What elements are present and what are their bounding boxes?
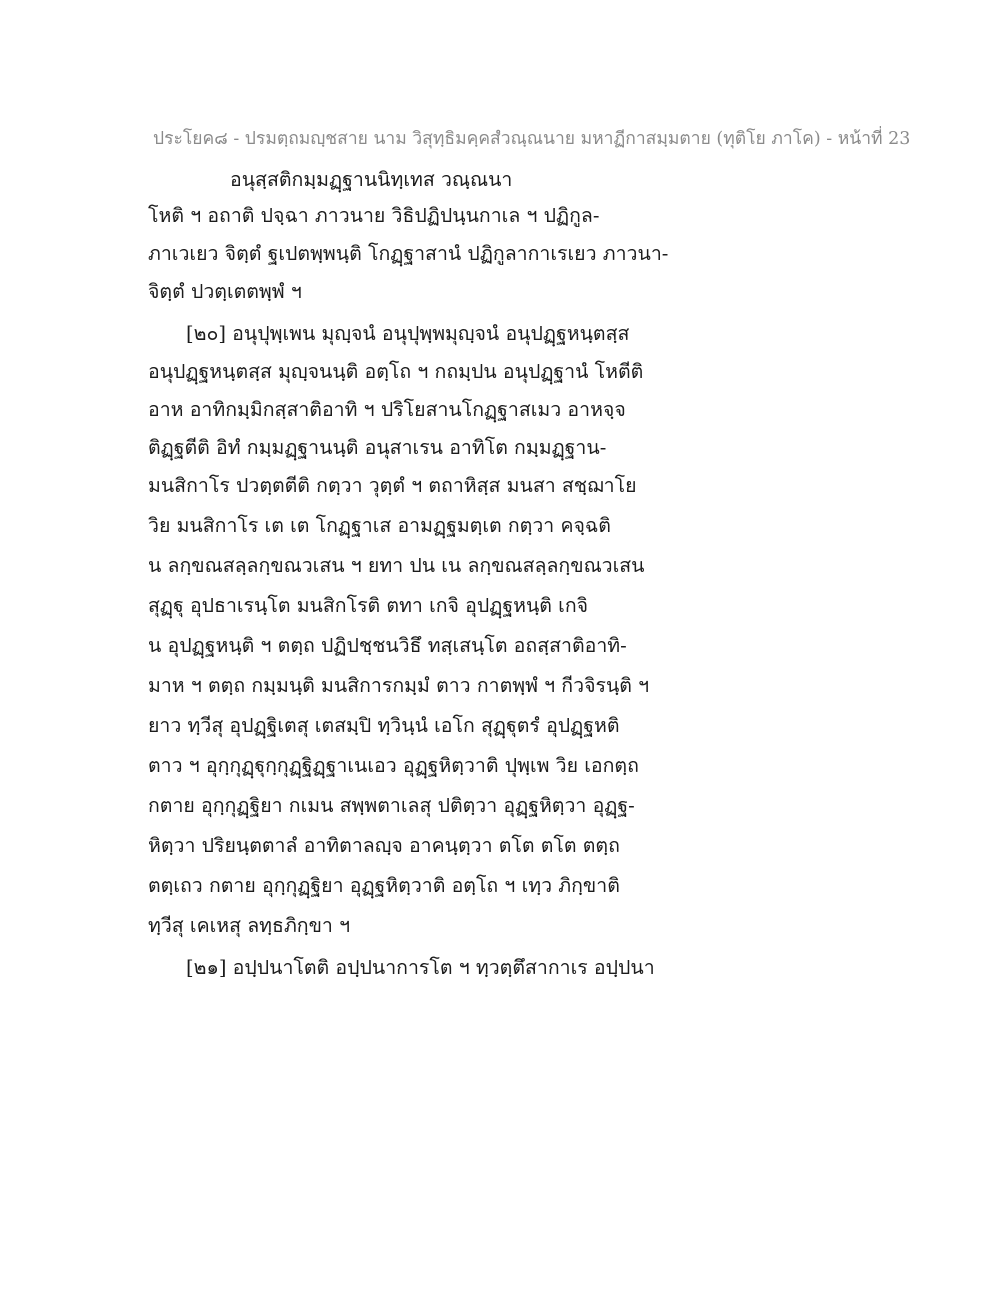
text-line: มาห ฯ ตตฺถ กมฺมนฺติ มนสิการกมฺมํ ตาว กาตพฺพํ ฯ กีวจิรนฺติ ฯ [148, 674, 650, 697]
text-line: สุฏฺฐุ อุปธาเรนฺโต มนสิกโรติ ตทา เกจิ อุปฏฺฐหนฺติ เกจิ [148, 594, 589, 617]
text-line: หิตฺวา ปริยนฺตตาลํ อาทิตาลญฺจ อาคนฺตฺวา ตโต ตโต ตตฺถ [148, 834, 620, 857]
text-line: มนสิกาโร ปวตฺตตีติ กตฺวา วุตฺตํ ฯ ตถาหิสฺส มนสา สชฺฌาโย [148, 474, 637, 497]
text-line: จิตฺตํ ปวตฺเตตพฺพํ ฯ [148, 280, 302, 303]
text-line: โหติ ฯ อถาติ ปจฺฉา ภาวนาย วิธิปฏิปนฺนกาเล ฯ ปฏิกูล- [148, 204, 600, 227]
text-line: ตตฺเถว กตาย อุกฺกุฏฺฐิยา อุฏฺฐหิตฺวาติ อตฺโถ ฯ เทฺว ภิกฺขาติ [148, 874, 620, 897]
text-line: ตาว ฯ อุกฺกุฏฺฐุกฺกุฏฺฐิฏฺฐาเนเอว อุฏฺฐหิตฺวาติ ปุพฺเพ วิย เอกตฺถ [148, 754, 639, 777]
text-line: น ลกฺขณสลฺลกฺขณวเสน ฯ ยทา ปน เน ลกฺขณสลฺลกฺขณวเสน [148, 554, 645, 577]
text-line: อนุปฏฺฐหนฺตสฺส มุญฺจนนฺติ อตฺโถ ฯ กถมฺปน อนุปฏฺฐานํ โหตีติ [148, 360, 644, 383]
section-title: อนุสฺสติกมฺมฏฺฐานนิทฺเทส วณฺณนา [230, 168, 513, 191]
paragraph-start-line: [๒๐] อนุปุพฺเพน มุญฺจนํ อนุปุพฺพมุญฺจนํ อนุปฏฺฐหนฺตสฺส [186, 322, 630, 345]
text-line: น อุปฏฺฐหนฺติ ฯ ตตฺถ ปฏิปชฺชนวิธึ ทสฺเสนฺโต อถสฺสาติอาทิ- [148, 634, 627, 657]
paragraph-start-line: [๒๑] อปฺปนาโตติ อปฺปนาการโต ฯ ทฺวตฺตึสากาเร อปฺปนา [186, 956, 655, 979]
text-line: ภาเวเยว จิตฺตํ ฐเปตพฺพนฺติ โกฏฺฐาสานํ ปฏิกูลากาเรเยว ภาวนา- [148, 242, 669, 265]
text-line: ยาว ทฺวีสุ อุปฏฺฐิเตสุ เตสมฺปิ ทฺวินฺนํ เอโก สุฏฺฐุตรํ อุปฏฺฐหติ [148, 714, 620, 737]
text-line: ทฺวีสุ เคเหสุ ลทฺธภิกฺขา ฯ [148, 914, 351, 937]
text-line: กตาย อุกฺกุฏฺฐิยา กเมน สพฺพตาเลสุ ปติตฺวา อุฏฺฐหิตฺวา อุฏฺฐ- [148, 794, 635, 817]
text-line: ติฏฺฐตีติ อิทํ กมฺมฏฺฐานนฺติ อนุสาเรน อาทิโต กมฺมฏฺฐาน- [148, 436, 607, 459]
text-line: อาห อาทิกมฺมิกสฺสาติอาทิ ฯ ปริโยสานโกฏฺฐาสเมว อาหจฺจ [148, 398, 626, 421]
page-header: ประโยค๘ - ปรมตฺถมญฺชสาย นาม วิสุทฺธิมคฺคสํวณฺณนาย มหาฏีกาสมฺมตาย (ทุติโย ภาโค) - หน้าที่ 23 [153, 129, 911, 149]
text-line: วิย มนสิกาโร เต เต โกฏฺฐาเส อามฏฺฐมตฺเต กตฺวา คจฺฉติ [148, 514, 611, 537]
